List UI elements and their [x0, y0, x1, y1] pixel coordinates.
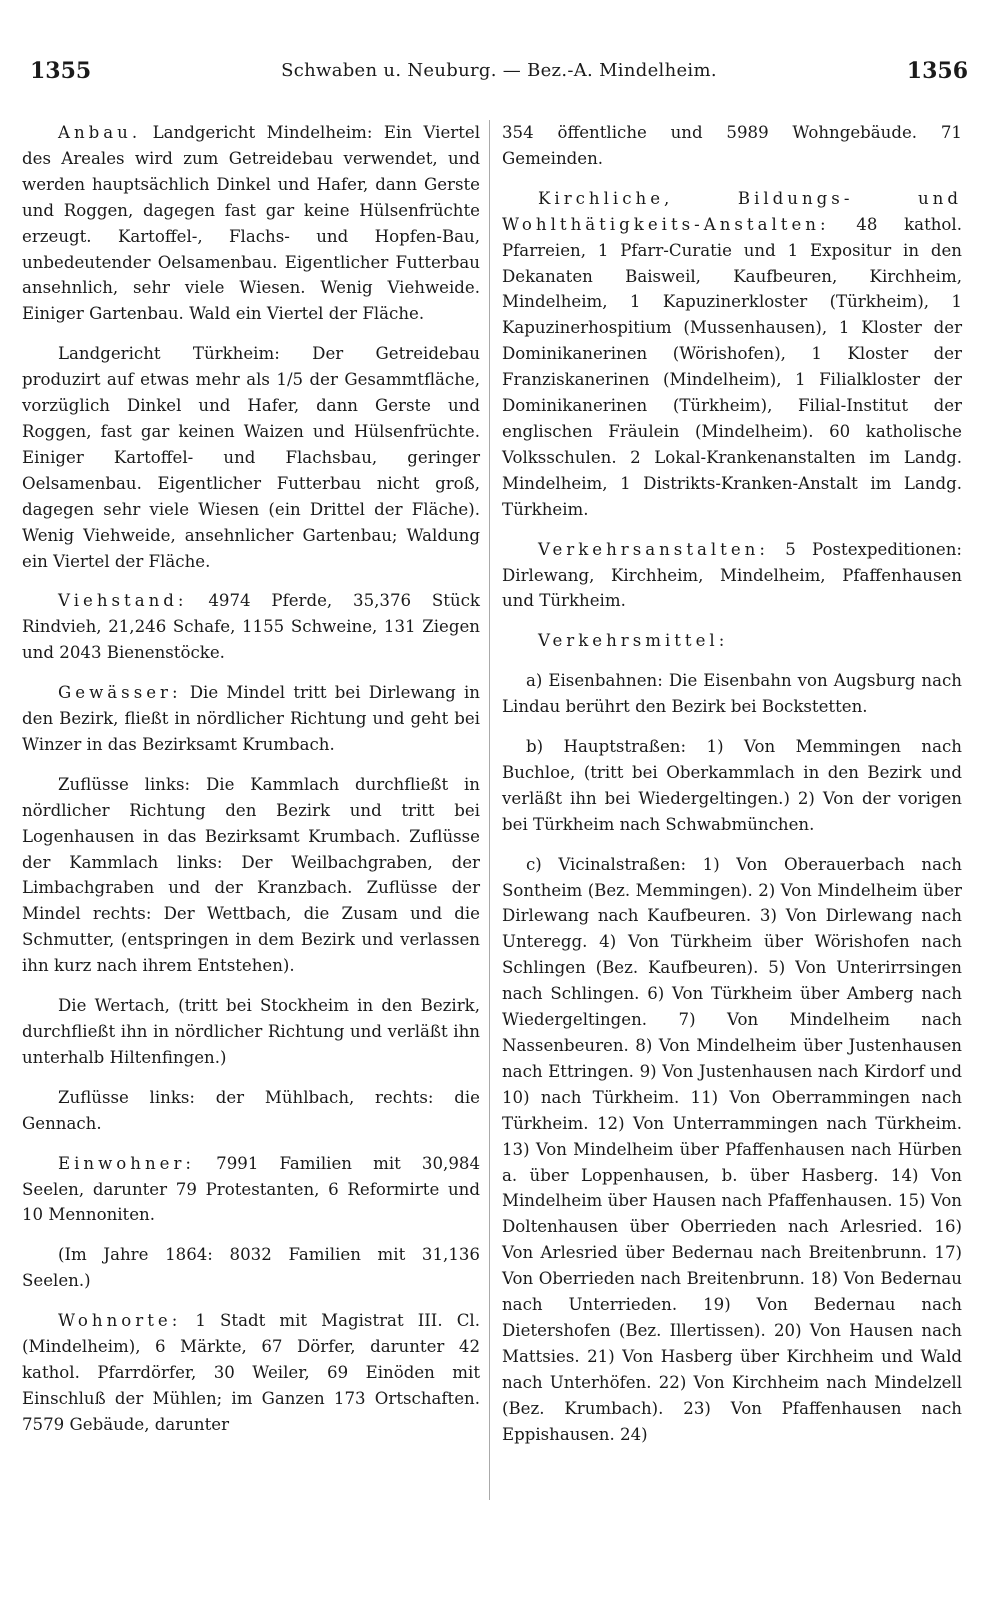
wohnorte-continuation: 354 öffentliche und 5989 Wohngebäude. 71 Gemeinden. — [502, 123, 962, 168]
wohnorte-paragraph — [22, 1308, 480, 1438]
running-title: Schwaben u. Neuburg. — Bez.-A. Mindelheim. — [281, 60, 717, 81]
eisenbahnen-paragraph: a) Eisenbahnen: Die Eisenbahn von Augsburg nach Lindau berührt den Bezirk bei Bockstetten. — [502, 671, 962, 717]
jahr-paragraph: (Im Jahre 1864: 8032 Familien mit 31,136 Seelen.) — [22, 1245, 480, 1291]
anbau-heading: Anbau. — [58, 123, 142, 142]
verkehrsmittel-heading: Verkehrsmittel: — [538, 631, 729, 651]
einwohner-heading: Einwohner: — [58, 1153, 196, 1173]
right-column — [502, 120, 962, 1462]
gewaesser-heading: Gewässer: — [58, 683, 182, 703]
kirchliche-paragraph — [502, 186, 962, 523]
column-divider — [489, 120, 490, 1500]
kirchliche-text: 48 kathol. Pfarreien, 1 Pfarr-Curatie und 1 Expositur in den Dekanaten Baisweil, Kaufbeuren, Kirchheim, Mindelheim, 1 Kapuzinerkloster (Türkheim), 1 Kapuzinerhospitium (Mussenhausen), 1 Kloster der Dominikanerinen (Wörishofen), 1 Kloster der Franziskanerinen (Mindelheim), 1 Filialkloster der Dominikanerinen (Türkheim), Filial-Institut der englischen Fräulein (Mindelheim). 60 katholische Volksschulen. 2 Lokal-Krankenanstalten im Landg. Mindelheim, 1 Distrikts-Kranken-Anstalt im Landg. Türkheim. — [502, 214, 963, 519]
viehstand-paragraph — [22, 588, 480, 666]
wohnorte-text: 1 Stadt mit Magistrat III. Cl. (Mindelheim), 6 Märkte, 67 Dörfer, darunter 42 kathol. Pfarrdörfer, 30 Weiler, 69 Einöden mit Einschluß der Mühlen; im Ganzen 173 Ortschaften. 7579 Gebäude, darunter — [22, 1311, 480, 1434]
gewaesser-text: Die Mindel tritt bei Dirlewang in den Bezirk, fließt in nördlicher Richtung und geht bei Winzer in das Bezirksamt Krumbach. — [22, 683, 480, 754]
tuerkheim-paragraph: Landgericht Türkheim: Der Getreidebau produzirt auf etwas mehr als 1/5 der Gesammtfläche, vorzüglich Dinkel und Hafer, dann Gerste und Roggen, fast gar keinen Waizen und Hülsenfrüchte. Einiger Kartoffel- und Flachsbau, geringer Oelsamenbau. Eigentlicher Futterbau nicht groß, dagegen sehr viele Wiesen (ein Drittel der Fläche). Wenig Viehweide, ansehnlicher Gartenbau; Waldung ein Viertel der Fläche. — [22, 344, 480, 571]
zufluesse-paragraph: Zuflüsse links: Die Kammlach durchfließt in nördlicher Richtung den Bezirk und tritt bei Logenhausen in das Bezirksamt Krumbach. Zuflüsse der Kammlach links: Der Weilbachgraben, der Limbachgraben und der Kranzbach. Zuflüsse der Mindel rechts: Der Wettbach, die Zusam und die Schmutter, (entspringen in dem Bezirk und verlassen ihn kurz nach ihrem Entstehen). — [22, 774, 480, 976]
einwohner-text: 7991 Familien mit 30,984 Seelen, darunter 79 Protestanten, 6 Reformirte und 10 Mennoniten. — [22, 1153, 480, 1225]
verkehrsanstalten-paragraph — [502, 537, 962, 615]
einwohner-paragraph — [22, 1151, 480, 1229]
page-header — [30, 58, 968, 98]
verkehrsanstalten-text: 5 Postexpeditionen: Dirlewang, Kirchheim, Mindelheim, Pfaffenhausen und Türkheim. — [502, 539, 962, 611]
anbau-paragraph — [22, 120, 480, 327]
verkehrsanstalten-heading: Verkehrsanstalten: — [538, 539, 769, 559]
anbau-text: Landgericht Mindelheim: Ein Viertel des Areales wird zum Getreidebau verwendet, und werden hauptsächlich Dinkel und Hafer, dann Gerste und Roggen, dagegen fast gar keine Hülsenfrüchte erzeugt. Kartoffel-, Flachs- und Hopfen-Bau, unbedeutender Oelsamenbau. Eigentlicher Futterbau ansehnlich, sehr viele Wiesen. Wenig Viehweide. Einiger Gartenbau. Wald ein Viertel der Fläche. — [22, 123, 481, 324]
vicinal-paragraph: c) Vicinalstraßen: 1) Von Oberauerbach nach Sontheim (Bez. Memmingen). 2) Von Mindelheim über Dirlewang nach Kaufbeuren. 3) Von Dirlewang nach Unteregg. 4) Von Türkheim über Wörishofen nach Schlingen (Bez. Kaufbeuren). 5) Von Unterirrsingen nach Schlingen. 6) Von Türkheim über Amberg nach Wiedergeltingen. 7) Von Mindelheim nach Nassenbeuren. 8) Von Mindelheim über Justenhausen nach Ettringen. 9) Von Justenhausen nach Kirdorf und 10) nach Türkheim. 11) Von Oberrammingen nach Türkheim. 12) Von Unterrammingen nach Türkheim. 13) Von Mindelheim über Pfaffenhausen nach Hürben a. über Loppenhausen, b. über Hasberg. 14) Von Mindelheim über Hausen nach Pfaffenhausen. 15) Von Doltenhausen über Oberrieden nach Arlesried. 16) Von Arlesried über Bedernau nach Breitenbrunn. 17) Von Oberrieden nach Breitenbrunn. 18) Von Bedernau nach Unterrieden. 19) Von Bedernau nach Dietershofen (Bez. Illertissen). 20) Von Hausen nach Mattsies. 21) Von Hasberg über Kirchheim und Wald nach Unterhöfen. 22) Von Kirchheim nach Mindelzell (Bez. Krumbach). 23) Von Pfaffenhausen nach Eppishausen. 24) — [502, 854, 962, 1444]
left-column — [22, 120, 480, 1452]
hauptstrassen-paragraph: b) Hauptstraßen: 1) Von Memmingen nach Buchloe, (tritt bei Oberkammlach in den Bezirk und verläßt ihn bei Wiedergeltingen.) 2) Von der vorigen bei Türkheim nach Schwabmünchen. — [502, 737, 962, 834]
kirchliche-heading: Kirchliche, Bildungs- und Wohlthätigkeits-Anstalten: — [502, 188, 962, 234]
page-number-left: 1355 — [30, 58, 92, 84]
viehstand-text: 4974 Pferde, 35,376 Stück Rindvieh, 21,246 Schafe, 1155 Schweine, 131 Ziegen und 2043 Bienenstöcke. — [22, 591, 480, 663]
page-number-right: 1356 — [906, 58, 968, 84]
wertach-paragraph: Die Wertach, (tritt bei Stockheim in den Bezirk, durchfließt ihn in nördlicher Richtung und verläßt ihn unterhalb Hiltenfingen.) — [22, 996, 480, 1067]
gewaesser-paragraph — [22, 680, 480, 758]
verkehrsmittel-paragraph — [502, 628, 962, 654]
wohnorte-heading: Wohnorte: — [58, 1311, 182, 1331]
viehstand-heading: Viehstand: — [58, 591, 188, 611]
zufluesse2-paragraph: Zuflüsse links: der Mühlbach, rechts: die Gennach. — [22, 1087, 480, 1133]
